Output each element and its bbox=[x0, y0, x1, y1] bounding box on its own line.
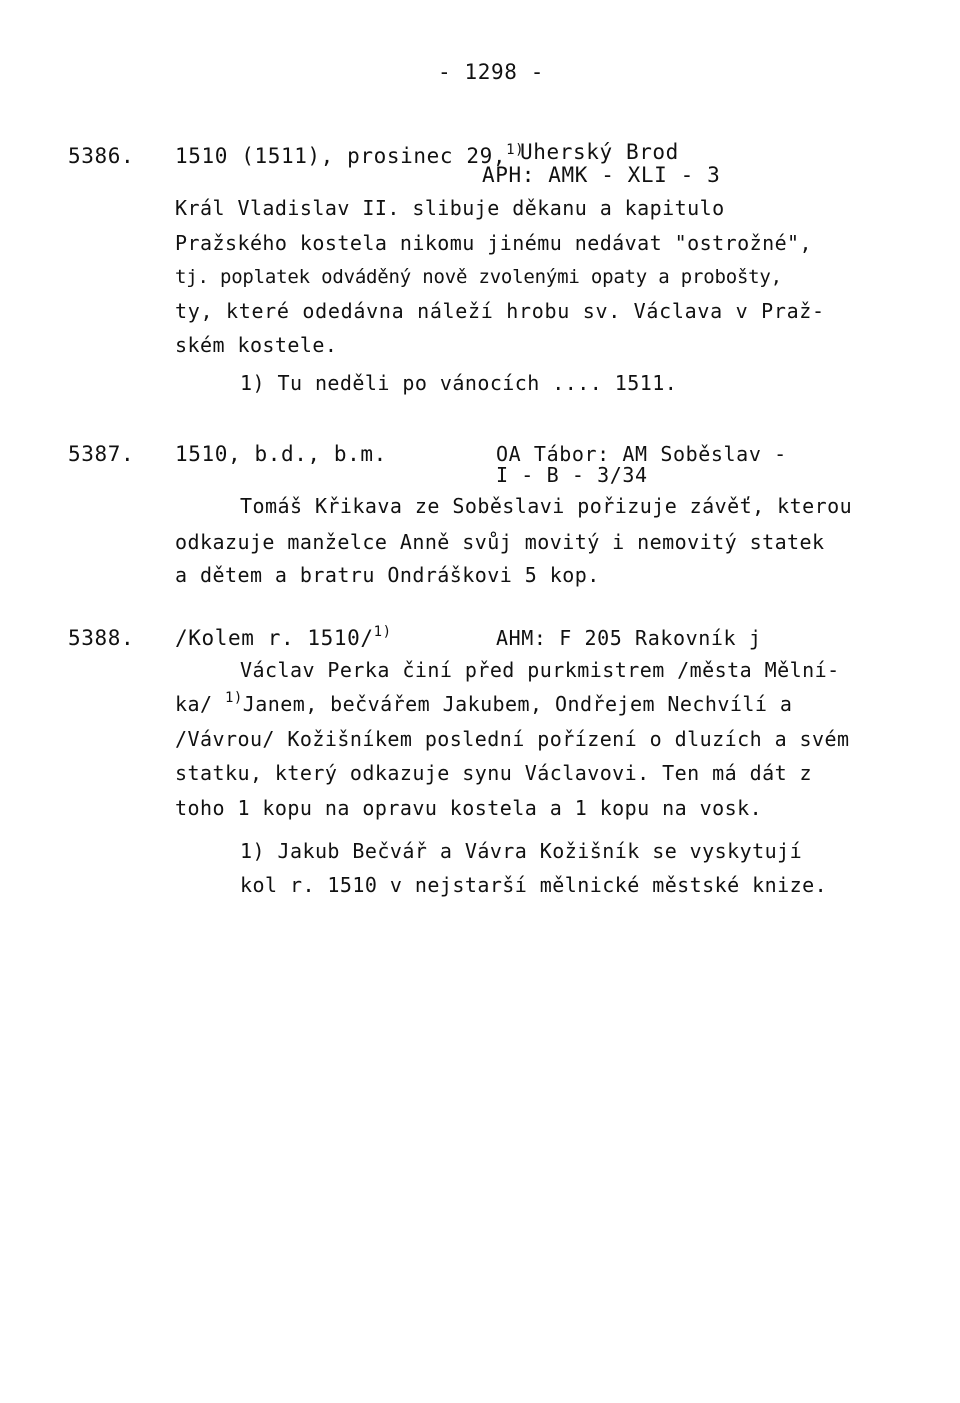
entry-date bbox=[175, 626, 392, 650]
entry-body-line: odkazuje manželce Anně svůj movitý i nemovitý statek bbox=[175, 530, 825, 554]
entry-body-line bbox=[175, 692, 792, 716]
entry-date: 1510, b.d., b.m. bbox=[175, 442, 387, 466]
entry-number: 5388. bbox=[68, 626, 135, 650]
entry-body-line: Král Vladislav II. slibuje děkanu a kapitulo bbox=[175, 196, 725, 220]
entry-place: Uherský Brod bbox=[520, 140, 679, 164]
entry-body-line: /Vávrou/ Kožišníkem poslední pořízení o dluzích a svém bbox=[175, 727, 850, 751]
footnote-marker: 1) bbox=[373, 624, 392, 640]
entry-body-line: ském kostele. bbox=[175, 333, 338, 357]
entry-number: 5387. bbox=[68, 442, 135, 466]
entry-source: OA Tábor: AM Soběslav - bbox=[496, 442, 787, 466]
entry-body-line: toho 1 kopu na opravu kostela a 1 kopu na vosk. bbox=[175, 796, 763, 820]
entry-body-line: Tomáš Křikava ze Soběslavi pořizuje závěť, kterou bbox=[240, 494, 853, 518]
footnote-line: 1) Tu neděli po vánocích .... 1511. bbox=[240, 371, 678, 395]
page-number: - 1298 - bbox=[438, 60, 544, 84]
entry-body-line: Václav Perka činí před purkmistrem /města Mělní- bbox=[240, 658, 840, 682]
entry-body-text: Janem, bečvářem Jakubem, Ondřejem Nechvílí a bbox=[242, 692, 793, 716]
entry-body-line: ty, které odedávna náleží hrobu sv. Václava v Praž- bbox=[175, 299, 825, 323]
entry-source: APH: AMK - XLI - 3 bbox=[482, 163, 721, 187]
entry-body-line: Pražského kostela nikomu jinému nedávat "ostrožné", bbox=[175, 231, 813, 255]
entry-body-line: statku, který odkazuje synu Václavovi. Ten má dát z bbox=[175, 761, 813, 785]
entry-date-text: /Kolem r. 1510/ bbox=[175, 626, 374, 650]
entry-body-line: tj. poplatek odváděný nově zvolenými opaty a probošty, bbox=[175, 266, 782, 288]
entry-number: 5386. bbox=[68, 144, 135, 168]
footnote-line: kol r. 1510 v nejstarší mělnické městské knize. bbox=[240, 873, 828, 897]
entry-date bbox=[175, 144, 524, 168]
entry-body-text: ka/ bbox=[175, 692, 225, 716]
entry-date-text: 1510 (1511), prosinec 29, bbox=[175, 144, 507, 168]
entry-body-line: a dětem a bratru Ondráškovi 5 kop. bbox=[175, 563, 600, 587]
entry-source: AHM: F 205 Rakovník j bbox=[496, 626, 762, 650]
footnote-marker: 1) bbox=[506, 142, 525, 158]
footnote-marker: 1) bbox=[224, 690, 243, 706]
footnote-line: 1) Jakub Bečvář a Vávra Kožišník se vyskytují bbox=[240, 839, 803, 863]
entry-source: I - B - 3/34 bbox=[496, 463, 648, 487]
